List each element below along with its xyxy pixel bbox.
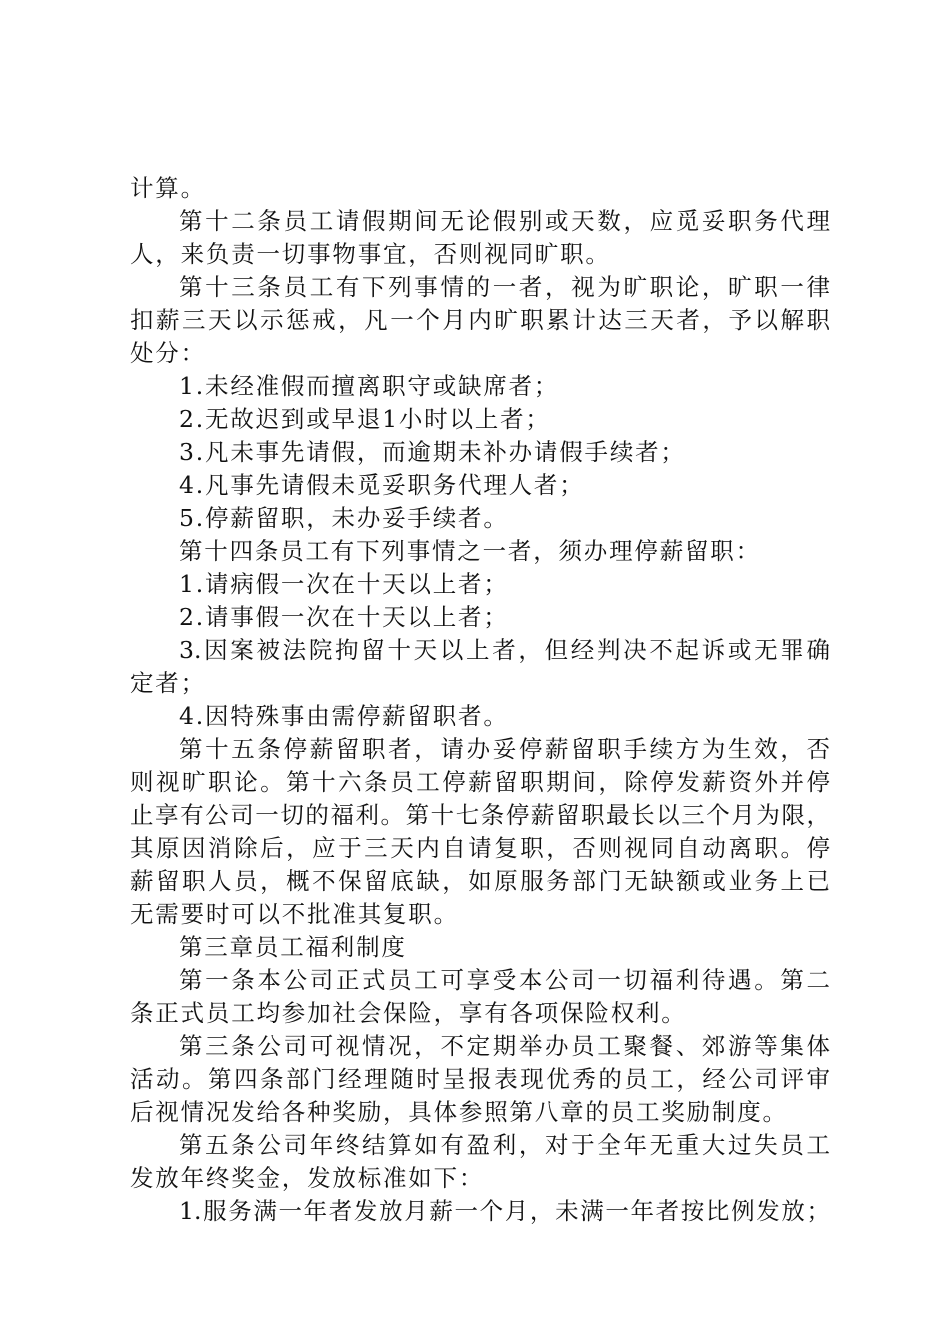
document-line: 2.请事假一次在十天以上者；	[179, 603, 509, 631]
document-line: 人，来负责一切事物事宜，否则视同旷职。	[130, 240, 611, 268]
document-line: 薪留职人员，概不保留底缺，如原服务部门无缺额或业务上已	[130, 867, 830, 895]
document-line: 条正式员工均参加社会保险，享有各项保险权利。	[130, 999, 687, 1027]
document-line: 5.停薪留职，未办妥手续者。	[179, 504, 509, 532]
document-line: 第三章员工福利制度	[179, 933, 407, 961]
document-line: 止享有公司一切的福利。第十七条停薪留职最长以三个月为限，	[130, 801, 830, 829]
document-line: 1.请病假一次在十天以上者；	[179, 570, 509, 598]
document-line: 发放年终奖金，发放标准如下：	[130, 1164, 485, 1192]
document-line: 无需要时可以不批准其复职。	[130, 900, 459, 928]
document-line: 后视情况发给各种奖励，具体参照第八章的员工奖励制度。	[130, 1098, 788, 1126]
document-line: 第五条公司年终结算如有盈利，对于全年无重大过失员工	[179, 1131, 830, 1159]
document-line: 计算。	[130, 174, 206, 202]
document-line: 处分：	[130, 339, 206, 367]
document-line: 3.凡未事先请假，而逾期未补办请假手续者；	[179, 438, 686, 466]
document-line: 3.因案被法院拘留十天以上者，但经判决不起诉或无罪确	[179, 636, 830, 664]
document-line: 第十五条停薪留职者，请办妥停薪留职手续方为生效，否	[179, 735, 830, 763]
document-line: 活动。第四条部门经理随时呈报表现优秀的员工，经公司评审	[130, 1065, 830, 1093]
document-line: 第十四条员工有下列事情之一者，须办理停薪留职：	[179, 537, 761, 565]
document-line: 则视旷职论。第十六条员工停薪留职期间，除停发薪资外并停	[130, 768, 830, 796]
document-body	[130, 172, 830, 1228]
document-line: 2.无故迟到或早退1小时以上者；	[179, 405, 551, 433]
document-line: 第三条公司可视情况，不定期举办员工聚餐、郊游等集体	[179, 1032, 830, 1060]
document-line: 其原因消除后，应于三天内自请复职，否则视同自动离职。停	[130, 834, 830, 862]
document-line: 扣薪三天以示惩戒，凡一个月内旷职累计达三天者，予以解职	[130, 306, 830, 334]
document-line: 4.因特殊事由需停薪留职者。	[179, 702, 509, 730]
document-line: 定者；	[130, 669, 206, 697]
document-line: 第一条本公司正式员工可享受本公司一切福利待遇。第二	[179, 966, 830, 994]
document-line: 1.服务满一年者发放月薪一个月，未满一年者按比例发放；	[179, 1197, 830, 1225]
document-line: 第十三条员工有下列事情的一者，视为旷职论，旷职一律	[179, 273, 830, 301]
document-line: 1.未经准假而擅离职守或缺席者；	[179, 372, 560, 400]
document-line: 4.凡事先请假未觅妥职务代理人者；	[179, 471, 585, 499]
document-line: 第十二条员工请假期间无论假别或天数，应觅妥职务代理	[179, 207, 830, 235]
